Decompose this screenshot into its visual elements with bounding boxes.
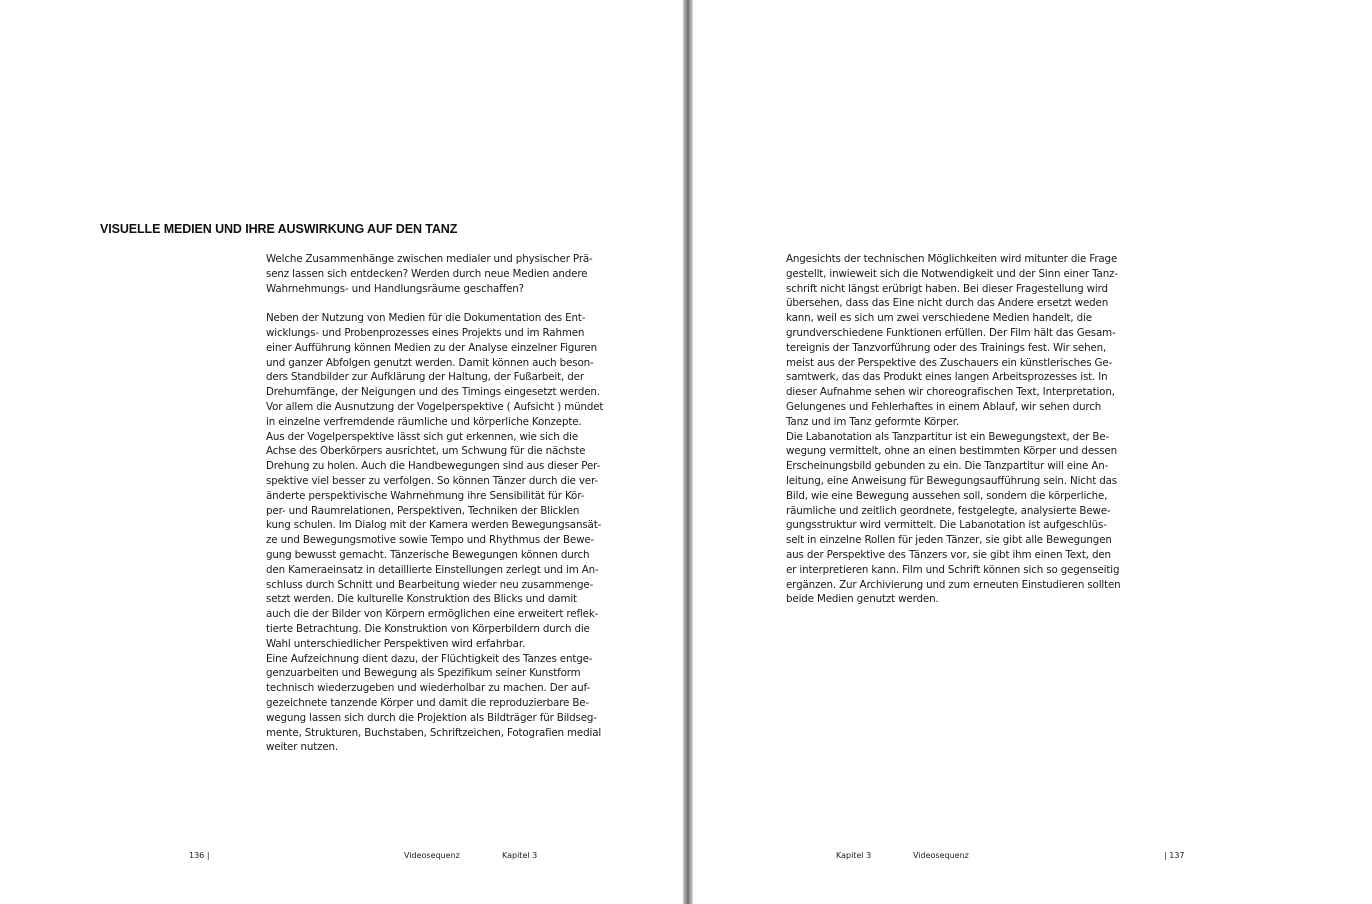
text-line: übersehen, dass das Eine nicht durch das Andere ersetzt weden — [786, 297, 1109, 310]
text-line: ze und Bewegungsmotive sowie Tempo und Rhythmus der Bewe- — [266, 534, 595, 547]
text-line: setzt werden. Die kulturelle Konstruktion des Blicks und damit — [266, 593, 577, 606]
text-line: in einzelne verfremdende räumliche und körperliche Konzepte. — [266, 415, 582, 428]
text-line: den Kameraeinsatz in detaillierte Einstellungen zerlegt und im An- — [266, 563, 599, 576]
text-line: Achse des Oberkörpers ausrichtet, um Schwung für die nächste — [266, 445, 586, 458]
text-line: schluss durch Schnitt und Bearbeitung wieder neu zusammenge- — [266, 578, 594, 591]
text-line: gung bewusst gemacht. Tänzerische Bewegungen können durch — [266, 548, 590, 561]
text-line: Eine Aufzeichnung dient dazu, der Flüchtigkeit des Tanzes entge- — [266, 652, 593, 665]
text-line: Welche Zusammenhänge zwischen medialer und physischer Prä- — [266, 253, 593, 265]
text-line: leitung, eine Anweisung für Bewegungsaufführung sein. Nicht das — [786, 474, 1117, 487]
text-line: per- und Raumrelationen, Perspektiven, Techniken der Blicklen — [266, 504, 580, 517]
text-line: wicklungs- und Probenprozesses eines Projekts und im Rahmen — [266, 326, 585, 339]
text-line: samtwerk, das das Produkt eines langen Arbeitsprozesses ist. In — [786, 371, 1108, 384]
footer-page-number-left: 136 | — [189, 851, 210, 860]
text-line: gungsstruktur wird vermittelt. Die Labanotation ist aufgeschlüs- — [786, 519, 1107, 532]
text-line: Angesichts der technischen Möglichkeiten wird mitunter die Frage — [786, 253, 1118, 265]
text-line: wegung vermittelt, ohne an einen bestimmten Körper und dessen — [786, 445, 1117, 458]
text-line: Vor allem die Ausnutzung der Vogelperspektive ( Aufsicht ) mündet — [266, 400, 604, 413]
text-line: schrift nicht längst erübrigt haben. Bei dieser Fragestellung wird — [786, 282, 1108, 295]
text-line: Aus der Vogelperspektive lässt sich gut erkennen, wie sich die — [266, 430, 578, 443]
left-page — [0, 0, 683, 904]
text-line: aus der Perspektive des Tänzers vor, sie gibt ihm einen Text, den — [786, 548, 1111, 561]
text-line: gestellt, inwieweit sich die Notwendigkeit und der Sinn einer Tanz- — [786, 267, 1118, 280]
text-line: räumliche und zeitlich geordnete, festgelegte, analysierte Bewe- — [786, 504, 1111, 517]
text-line: wegung lassen sich durch die Projektion als Bildträger für Bildseg- — [266, 711, 597, 724]
text-line: Drehumfänge, der Neigungen und des Timings eingesetzt werden. — [266, 386, 600, 399]
footer-page-number-right: | 137 — [1164, 851, 1185, 860]
text-line: genzuarbeiten und Bewegung als Spezifikum seiner Kunstform — [266, 667, 581, 680]
text-line: spektive viel besser zu verfolgen. So können Tänzer durch die ver- — [266, 474, 598, 487]
text-line: weiter nutzen. — [266, 741, 339, 754]
text-line: kann, weil es sich um zwei verschiedene Medien handelt, die — [786, 312, 1092, 325]
text-line: technisch wiederzugeben und wiederholbar zu machen. Der auf- — [266, 682, 590, 695]
text-line: mente, Strukturen, Buchstaben, Schriftzeichen, Fotografien medial — [266, 726, 602, 739]
text-line: ders Standbilder zur Aufklärung der Haltung, der Fußarbeit, der — [266, 371, 584, 384]
text-line: selt in einzelne Rollen für jeden Tänzer, sie gibt alle Bewegungen — [786, 534, 1112, 547]
text-line: dieser Aufnahme sehen wir choreografischen Text, Interpretation, — [786, 386, 1115, 399]
text-line: tereignis der Tanzvorführung oder des Trainings fest. Wir sehen, — [786, 341, 1107, 354]
text-line: Tanz und im Tanz geformte Körper. — [786, 415, 960, 428]
footer-chapter-left: Kapitel 3 — [502, 851, 538, 860]
text-line: Bild, wie eine Bewegung aussehen soll, sondern die körperliche, — [786, 489, 1108, 502]
left-body-text — [266, 252, 604, 755]
text-line: ergänzen. Zur Archivierung und zum erneuten Einstudieren sollten — [786, 578, 1121, 591]
book-gutter-shadow — [683, 0, 693, 904]
text-line: änderte perspektivische Wahrnehmung ihre Sensibilität für Kör- — [266, 489, 585, 502]
chapter-heading: VISUELLE MEDIEN UND IHRE AUSWIRKUNG AUF DEN TANZ — [100, 222, 458, 236]
right-page — [693, 0, 1372, 904]
text-line: Wahl unterschiedlicher Perspektiven wird erfahrbar. — [266, 637, 526, 650]
text-line: Gelungenes und Fehlerhaftes in einem Ablauf, wir sehen durch — [786, 400, 1102, 413]
text-line: auch die der Bilder von Körpern ermöglichen eine erweitert reflek- — [266, 608, 599, 621]
text-line: meist aus der Perspektive des Zuschauers ein künstlerisches Ge- — [786, 356, 1113, 369]
text-line: und ganzer Abfolgen genutzt werden. Damit können auch beson- — [266, 356, 594, 369]
footer-section-left: Videosequenz — [404, 851, 460, 860]
right-body-text — [786, 252, 1121, 607]
text-line: er interpretieren kann. Film und Schrift können sich so gegenseitig — [786, 563, 1120, 576]
text-line: grundverschiedene Funktionen erfüllen. Der Film hält das Gesam- — [786, 326, 1116, 339]
text-line: gezeichnete tanzende Körper und damit die reproduzierbare Be- — [266, 696, 590, 709]
text-line: Wahrnehmungs- und Handlungsräume geschaffen? — [266, 282, 524, 295]
text-line: einer Aufführung können Medien zu der Analyse einzelner Figuren — [266, 341, 597, 354]
text-line: Drehung zu holen. Auch die Handbewegungen sind aus dieser Per- — [266, 460, 601, 473]
footer-section-right: Videosequenz — [913, 851, 969, 860]
paragraph-gap — [266, 296, 596, 311]
text-line: tierte Betrachtung. Die Konstruktion von Körperbildern durch die — [266, 622, 590, 635]
text-line: Neben der Nutzung von Medien für die Dokumentation des Ent- — [266, 312, 586, 325]
text-line: beide Medien genutzt werden. — [786, 593, 939, 606]
text-line: Die Labanotation als Tanzpartitur ist ein Bewegungstext, der Be- — [786, 430, 1110, 443]
text-line: senz lassen sich entdecken? Werden durch neue Medien andere — [266, 267, 588, 280]
footer-chapter-right: Kapitel 3 — [836, 851, 872, 860]
text-line: kung schulen. Im Dialog mit der Kamera werden Bewegungsansät- — [266, 519, 602, 532]
text-line: Erscheinungsbild gebunden zu ein. Die Tanzpartitur will eine An- — [786, 460, 1109, 473]
